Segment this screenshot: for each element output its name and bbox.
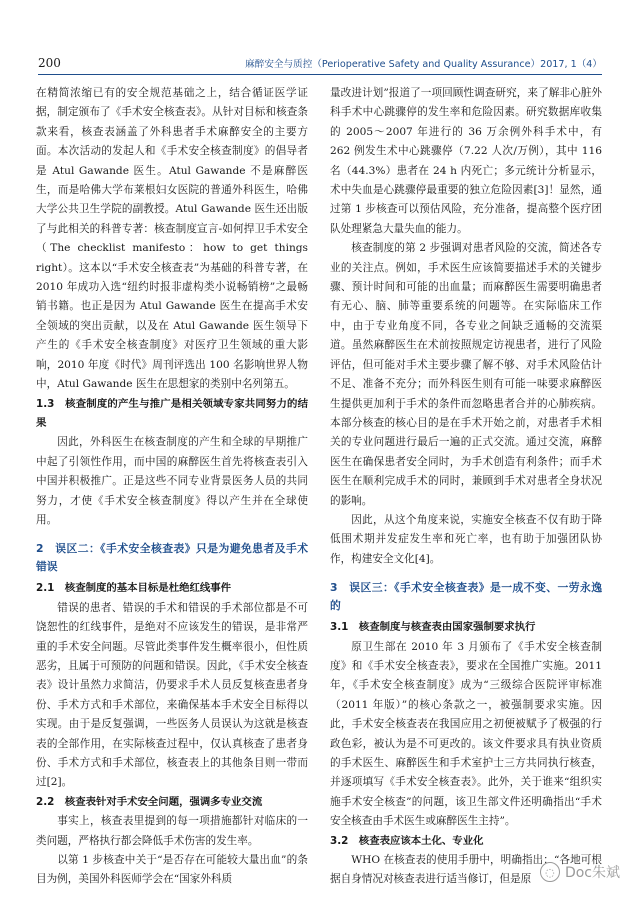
subsection-heading: 3.1 核查制度与核查表由国家强制要求执行 <box>330 621 536 634</box>
body-paragraph: 原卫生部在 2010 年 3 月颁布了《手术安全核查制度》和《手术安全核查表》，要求在全国推广实施。2011 年，《手术安全核查制度》成为“三级综合医院评审标准（2011 年版）”的核心条款之一，被强制要求实施。因此，手术安全核查表在我国应用之初便被赋予了极强的行政色彩，被认为是不可更改的。该文件要求具有执业资质的手术医生、麻醉医生和手术室护士三方共同执行核查，并逐项填写《手术安全核查表》。此外，关于谁来“组织实施手术安全核查”的问题，该卫生部文件还明确指出“手术安全核查由手术医生或麻醉医生主持”。 <box>330 640 602 828</box>
section-heading: 2 误区二：《手术安全核查表》只是为避免患者及手术错误 <box>36 542 308 574</box>
subsection-heading: 3.2 核查表应该本土化、专业化 <box>330 834 484 847</box>
subsection-heading: 1.3 核查制度的产生与推广是相关领域专家共同努力的结果 <box>36 397 308 429</box>
body-paragraph: 核查制度的第 2 步强调对患者风险的交流，简述各专业的关注点。例如，手术医生应该简要描述手术的关键步骤、预计时间和可能的出血量；而麻醉医生需要明确患者有无心、脑、肺等重要系统的问题等。在实际临床工作中，由于专业角度不同，各专业之间缺乏通畅的交流渠道。虽然麻醉医生在术前按照规定访视患者，进行了风险评估，但可能对手术主要步骤了解不够、对手术风险估计不足、准备不充分；而外科医生则有可能一味要求麻醉医生提供更加利于手术的条件而忽略患者合并的心肺疾病。本部分核查的核心目的是在手术开始之前，对患者手术相关的专业问题进行最后一遍的正式交流。通过交流，麻醉医生在确保患者安全同时，为手术创造有利条件；而手术医生在顺利完成手术的同时，兼顾到手术对患者全身状况的影响。 <box>330 242 602 507</box>
subsection-heading: 2.1 核查制度的基本目标是杜绝红线事件 <box>36 582 232 595</box>
watermark <box>540 862 620 882</box>
body-paragraph: 以第 1 步核查中关于“是否存在可能较大量出血”的条目为例，美国外科医师学会在“国家外科质 <box>36 854 308 886</box>
page-header <box>0 0 640 72</box>
left-text-column <box>36 84 308 886</box>
journal-title: 麻醉安全与质控（Perioperative Safety and Quality Assurance）2017, 1（4） <box>245 59 602 70</box>
body-paragraph: WHO 在核查表的使用手册中，明确指出：“各地可根据自身情况对核查表进行适当修订，但是原 <box>330 854 602 886</box>
subsection-heading: 2.2 核查表针对手术安全问题，强调多专业交流 <box>36 795 263 808</box>
body-paragraph: 量改进计划”报道了一项回顾性调查研究，来了解非心脏外科手术中心跳骤停的发生率和危险因素。研究数据库收集的 2005～2007 年进行的 36 万余例外科手术中，有 262 例发生术中心跳骤停（7.22 人次/万例），其中 116 名（44.3%）患者在 24 h 内死亡；多元统计分析显示，术中失血是心跳骤停最重要的独立危险因素[3]！显然，通过第 1 步核查可以预估风险，充分准备，提高整个医疗团队处理紧急大量失血的能力。 <box>330 87 602 235</box>
header-rule <box>38 74 602 75</box>
body-paragraph: 因此，外科医生在核查制度的产生和全球的早期推广中起了引领性作用，而中国的麻醉医生首先将核查表引入中国并积极推广。正是这些不同专业背景医务人员的共同努力，才使《手术安全核查制度》得以产生并在全球使用。 <box>36 436 308 526</box>
body-paragraph: 在精简浓缩已有的安全规范基础之上，结合循证医学证据，制定颁布了《手术安全核查表》。从针对目标和核查条款来看，核查表涵盖了外科患者手术麻醉安全的主要方面。本次活动的发起人和《手术安全核查制度》的倡导者是 Atul Gawande 医生。Atul Gawande 不是麻醉医生，而是哈佛大学布莱根妇女医院的普通外科医生，哈佛大学公共卫生学院的副教授。Atul Gawande 医生还出版了与此相关的科普专著：核查制度宣言-如何捍卫手术安全（The checklist manifesto：how to get things right）。这本以“手术安全核查表”为基础的科普专著，在 2010 年成功入选“纽约时报非虚构类小说畅销榜”之最畅销书籍。也正是因为 Atul Gawande 医生在提高手术安全领域的突出贡献，以及在 Atul Gawande 医生领导下产生的《手术安全核查制度》对医疗卫生领域的重大影响，2010 年度《时代》周刊评选出 100 名影响世界人物中，Atul Gawande 医生在思想家的类别中名列第五。 <box>36 87 308 391</box>
watermark-text: Doc朱斌 <box>564 865 620 881</box>
body-paragraph: 事实上，核查表里提到的每一项措施都针对临床的一类问题，严格执行都会降低手术伤害的发生率。 <box>36 815 308 847</box>
body-paragraph: 因此，从这个角度来说，实施安全核查不仅有助于降低围术期并发症发生率和死亡率，也有助于加强团队协作，构建安全文化[4]。 <box>330 513 602 565</box>
body-paragraph: 错误的患者、错误的手术和错误的手术部位都是不可饶恕性的红线事件，是绝对不应该发生的错误，是非常严重的手术安全问题。尽管此类事件发生概率很小，但性质恶劣，且属于可预防的问题和错误。因此，《手术安全核查表》设计虽然力求简洁，仍要求手术人员反复核查患者身份、手术方式和手术部位，来确保基本手术安全目标得以实现。由于是反复强调，一些医务人员误认为这就是核查表的全部作用，在实际核查过程中，仅认真核查了患者身份、手术方式和手术部位，核查表上的其他条目则一带而过[2]。 <box>36 601 308 789</box>
wechat-logo-icon: ◌ <box>540 862 560 882</box>
section-heading: 3 误区三：《手术安全核查表》是一成不变、一劳永逸的 <box>330 581 602 613</box>
page-number: 200 <box>38 56 61 70</box>
